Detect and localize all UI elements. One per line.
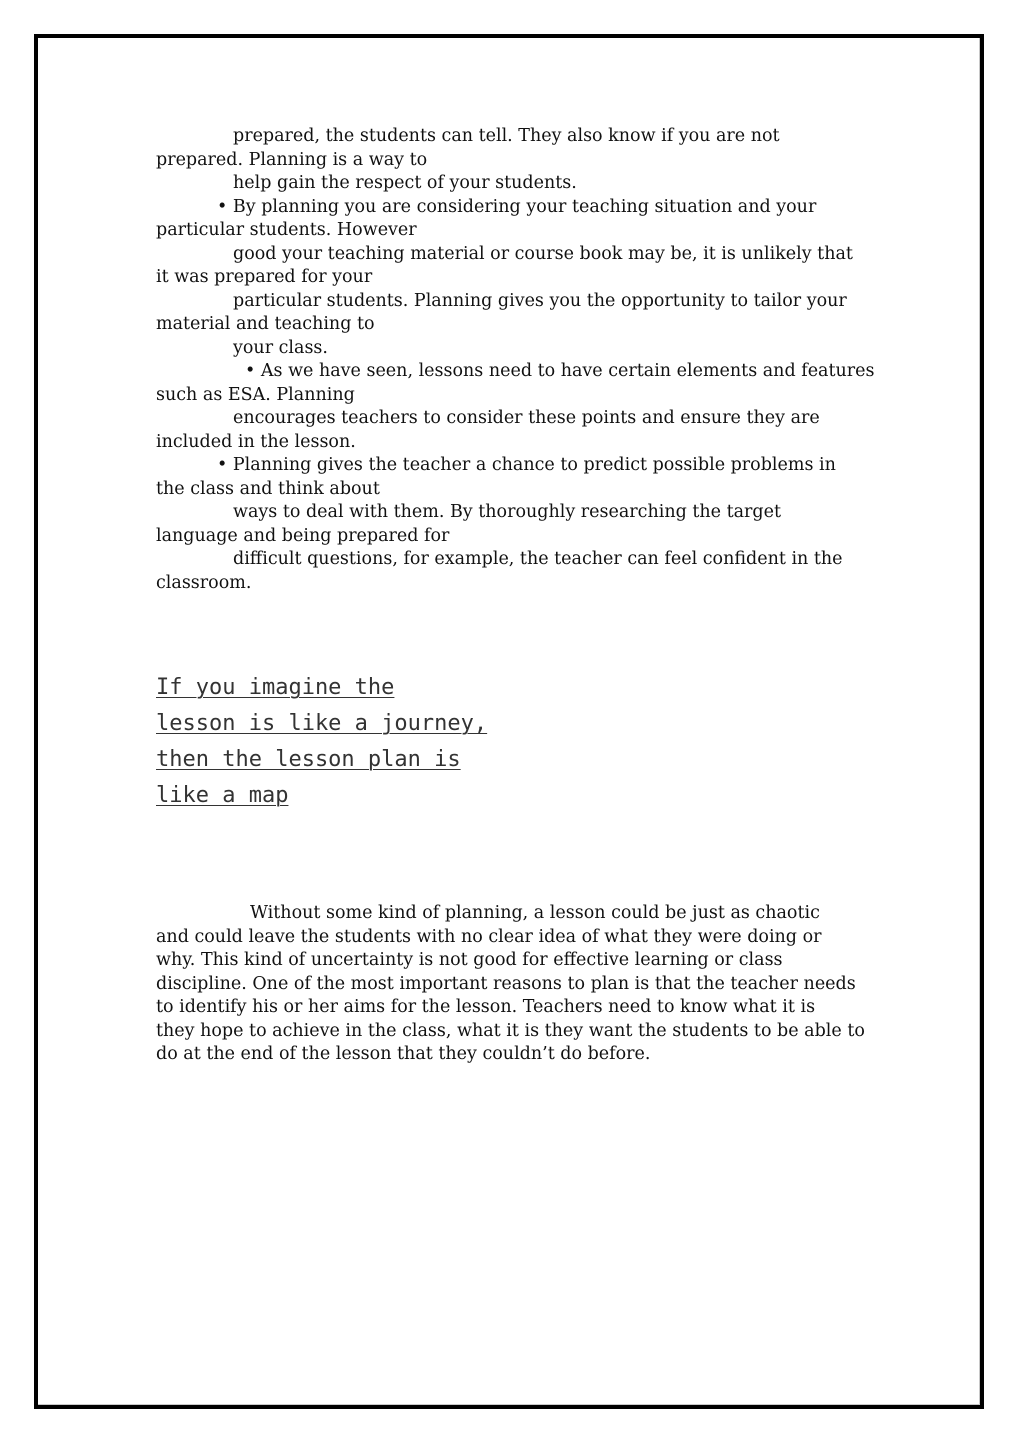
text-line: such as ESA. Planning	[156, 384, 355, 405]
text-line: to identify his or her aims for the lesson. Teachers need to know what it is	[156, 997, 816, 1017]
text-line: good your teaching material or course book may be, it is unlikely that	[233, 243, 853, 264]
text-line: your class.	[233, 337, 328, 358]
bullet-line: • Planning gives the teacher a chance to predict possible problems in	[217, 455, 836, 475]
text-line: prepared. Planning is a way to	[156, 149, 428, 170]
text-line: help gain the respect of your students.	[233, 173, 577, 193]
text-line: material and teaching to	[156, 314, 375, 334]
text-line: particular students. Planning gives you the opportunity to tailor your	[233, 290, 847, 311]
text-line: and could leave the students with no clear idea of what they were doing or	[156, 926, 822, 947]
text-line: particular students. However	[156, 220, 417, 240]
text-line: Without some kind of planning, a lesson could be just as chaotic	[250, 903, 820, 923]
text-line: classroom.	[156, 572, 252, 593]
bullet-line: • As we have seen, lessons need to have certain elements and features	[245, 361, 875, 381]
quote-line: lesson is like a journey,	[156, 711, 488, 736]
text-line: discipline. One of the most important reasons to plan is that the teacher needs	[156, 973, 856, 994]
text-line: encourages teachers to consider these points and ensure they are	[233, 408, 820, 428]
bullet-line: • By planning you are considering your teaching situation and your	[217, 196, 817, 217]
text-line: language and being prepared for	[156, 525, 450, 546]
quote-line: If you imagine the	[156, 675, 395, 700]
quote-line: like a map	[156, 783, 289, 808]
text-line: difficult questions, for example, the teacher can feel confident in the	[233, 549, 843, 569]
text-line: they hope to achieve in the class, what it is they want the students to be able to	[156, 1020, 865, 1041]
text-line: the class and think about	[156, 478, 380, 499]
text-line: why. This kind of uncertainty is not good for effective learning or class	[156, 950, 783, 970]
text-line: ways to deal with them. By thoroughly researching the target	[233, 502, 781, 522]
text-line: included in the lesson.	[156, 431, 356, 452]
text-line: it was prepared for your	[156, 267, 373, 287]
text-line: prepared, the students can tell. They also know if you are not	[233, 126, 780, 146]
text-line: do at the end of the lesson that they couldn’t do before.	[156, 1044, 651, 1064]
quote-line: then the lesson plan is	[156, 747, 461, 772]
